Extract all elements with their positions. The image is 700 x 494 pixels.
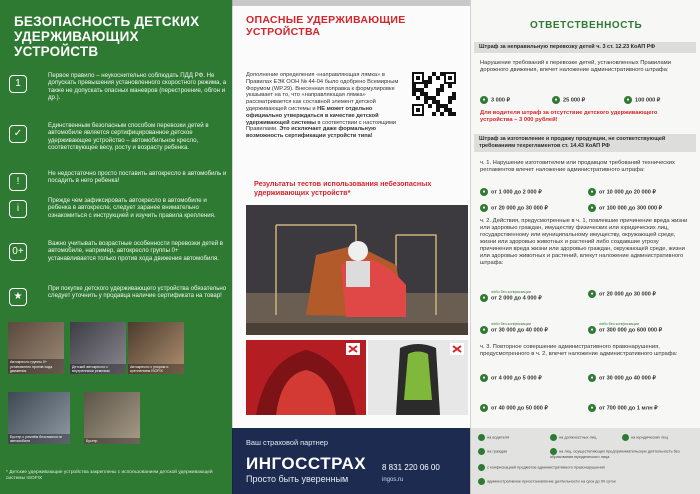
responsibility-column — [470, 0, 700, 494]
legend-text: на должностных лиц — [559, 434, 597, 440]
fine-value: от 2 000 до 4 000 ₽ — [491, 295, 542, 302]
top-strip — [232, 0, 470, 6]
person-icon: ● — [588, 374, 596, 382]
responsibility-title: ОТВЕТСТВЕННОСТЬ — [530, 20, 643, 31]
person-icon: ● — [480, 188, 488, 196]
fine-amount — [588, 322, 662, 334]
legend-item — [478, 448, 548, 455]
fine-value: от 10 000 до 20 000 ₽ — [599, 189, 656, 196]
legend-item — [622, 434, 692, 441]
person-icon: ● — [480, 96, 488, 104]
age-icon: 0+ — [9, 243, 27, 261]
photo-caption: Автокресло с упором и креплением ISOFIX — [128, 364, 184, 374]
legend-item — [550, 434, 620, 441]
person-icon: ● — [480, 204, 488, 212]
fine-value: от 30 000 до 40 000 ₽ — [491, 327, 548, 334]
dangerous-devices-column — [232, 0, 470, 494]
legend-icon — [478, 434, 485, 441]
legend-text: на юридических лиц — [631, 434, 668, 440]
person-icon: ● — [480, 404, 488, 412]
person-icon: ● — [480, 294, 488, 302]
fine-value: от 1 000 до 2 000 ₽ — [491, 189, 542, 196]
fold-line — [470, 0, 471, 494]
tip-text: Важно учитывать возрастные особенности перевозки детей в автомобиле, например, автокресло группы 0+ устанавливается только против хода движения автомобиля. — [48, 240, 224, 262]
tip-text: Первое правило – неукоснительно соблюдать ПДД РФ. Не допускать превышения установленного скоростного режима, а также не допускать опасных маневров (перестроение, обгон и др.). — [48, 72, 227, 101]
photo-caption: Автокресло группы 0+ установлено против хода движения — [8, 359, 64, 374]
photo-caption: Бустер — [84, 438, 140, 444]
fine-amount — [480, 404, 548, 412]
person-icon: ● — [480, 374, 488, 382]
fine-section-1-text: Нарушение требований к перевозке детей, установленных Правилами дорожного движения, влечет наложение административного штрафа: — [480, 60, 671, 73]
tip-text: При покупке детского удерживающего устройства обязательно следует уточнить у продавца наличие сертификата на товар! — [48, 285, 227, 300]
fine-amount — [588, 374, 656, 382]
tip-text: Единственным безопасным способом перевозки детей в автомобиле является сертифицированное детское удерживающее устройство – автомобильное кресло, соответствующее весу, росту и возрасту ребенка. — [48, 122, 209, 151]
child-seat-photo — [70, 322, 126, 374]
fine-value: от 700 000 до 1 млн ₽ — [599, 405, 658, 412]
child-seat-photo — [8, 392, 70, 444]
tip-item — [6, 197, 230, 227]
legend-icon — [478, 448, 485, 455]
child-seat-photo — [84, 392, 140, 444]
warning-icon: ! — [9, 173, 27, 191]
fine-amount — [588, 404, 658, 412]
legend-icon — [478, 478, 485, 485]
definition-text: Дополнение определения «направляющая лямка» в Правилах ЕЭК ООН № 44-04 было одобрено Всемирным Форумом (WP.29). Внесенная поправка к формулировке указывает на то, что «направляющая лямка» рассматривается как составной элемент детской удерживающей системы и НЕ может отдельно официально утверждаться в качестве детской удерживающей системы в соответствии с настоящими Правилами. Это исключает даже формальную возможность сертификации устройств типа! — [246, 72, 399, 140]
legend-text: на лиц, осуществляющих предпринимательскую деятельность без образования юридического лица — [550, 448, 680, 459]
fine-amount — [588, 204, 662, 212]
fine-value: 100 000 ₽ — [635, 97, 661, 104]
photo-caption: Детский автокресло с внутренними ремнями — [70, 364, 126, 374]
test-results-title: Результаты тестов использования небезопасных удерживающих устройств* — [254, 179, 432, 197]
certificate-icon: ★ — [9, 288, 27, 306]
fine-amount — [480, 290, 542, 302]
legend-text: с конфискацией предметов административного правонарушения — [487, 464, 605, 470]
person-icon: ● — [588, 404, 596, 412]
person-icon: ● — [588, 326, 596, 334]
fold-line — [232, 0, 233, 494]
partner-label: Ваш страховой партнер — [246, 438, 328, 447]
fine-section-2-header: Штраф за изготовление и продажу продукции, не соответствующей требованиям техрегламентов ст. 14.43 КоАП РФ — [474, 134, 696, 152]
person-icon: ● — [588, 204, 596, 212]
fine-amount — [480, 188, 542, 196]
legend-text: на водителя — [487, 434, 510, 440]
tip-item — [6, 122, 230, 152]
child-seat-icon: ✓ — [9, 125, 27, 143]
phone-number[interactable]: 8 831 220 06 00 — [382, 463, 440, 472]
fine-amount — [624, 96, 660, 104]
legend-item — [478, 478, 692, 485]
brand-logo: ИНГОССТРАХ — [246, 454, 367, 473]
legend-text: на граждан — [487, 448, 508, 454]
unsafe-seat-photo-2 — [368, 340, 468, 415]
legend-item — [478, 464, 692, 471]
person-icon: ● — [624, 96, 632, 104]
slogan: Просто быть уверенным — [246, 474, 349, 484]
tip-item — [6, 170, 230, 200]
fine-value: от 100 000 до 300 000 ₽ — [599, 205, 663, 212]
website-link[interactable]: ingos.ru — [382, 477, 404, 483]
fine-value: от 30 000 до 40 000 ₽ — [599, 375, 656, 382]
fine-amount — [480, 204, 548, 212]
fine-amount — [588, 188, 656, 196]
part2-text: ч. 2. Действия, предусмотренные в ч. 1, повлекшие причинение вреда жизни или здоровью граждан, имуществу физических или юридических лиц, государственному или муниципальному имуществу, окружающей среде, жизни или здоровью животных и растений либо создавшие угрозу причинения вреда жизни или здоровью граждан, окружающей среде, жизни или здоровью животных и растений, влекут наложение административного штрафа: — [480, 218, 688, 266]
legend-item — [478, 434, 548, 441]
qr-code-icon[interactable] — [412, 72, 456, 116]
child-seat-photo — [128, 322, 184, 374]
fine-amount — [480, 374, 542, 382]
fine-note: либо без конфискации — [491, 290, 531, 294]
fine-value: 3 000 ₽ — [491, 97, 511, 104]
person-icon: ● — [480, 326, 488, 334]
unsafe-seat-photo-1 — [246, 340, 366, 415]
fine-value: от 40 000 до 50 000 ₽ — [491, 405, 548, 412]
fine-value: от 20 000 до 30 000 ₽ — [491, 205, 548, 212]
photo-caption: Бустер с ремнём безопасности автомобиля — [8, 434, 70, 444]
ingosstrakh-banner — [232, 428, 470, 494]
person-icon: ● — [588, 188, 596, 196]
fine-value: 25 000 ₽ — [563, 97, 586, 104]
person-icon: ● — [588, 290, 596, 298]
tip-text: Не недостаточно просто поставить автокресло в автомобиль и посадить в него ребенка! — [48, 170, 227, 185]
fine-value: от 20 000 до 30 000 ₽ — [599, 291, 656, 298]
tip-item — [6, 285, 230, 315]
fine-note: либо без конфискации — [491, 322, 531, 326]
person-icon: ● — [552, 96, 560, 104]
legend-panel — [470, 428, 700, 494]
safety-column — [0, 0, 232, 494]
manual-icon: i — [9, 200, 27, 218]
fine-value: от 300 000 до 600 000 ₽ — [599, 327, 663, 334]
fine-amount — [588, 290, 656, 298]
tip-text: Прежде чем зафиксировать автокресло в автомобиле и ребенка в автокресле, следует заранее внимательно ознакомиться с инструкцией и изучить правила крепления. — [48, 197, 216, 219]
legend-icon — [550, 434, 557, 441]
dangerous-title: ОПАСНЫЕ УДЕРЖИВАЮЩИЕ УСТРОЙСТВА — [246, 14, 406, 38]
child-seat-photo — [8, 322, 64, 374]
driver-fine-note: Для водителя штраф за отсутствие детского удерживающего устройства – 3 000 рублей! — [480, 110, 658, 123]
legend-text: административное приостановление деятельности на срок до 90 суток — [487, 478, 616, 484]
tip-item — [6, 240, 230, 270]
rules-icon: 1 — [9, 75, 27, 93]
legend-item — [550, 448, 690, 460]
legend-icon — [478, 464, 485, 471]
crash-test-photo — [246, 205, 468, 335]
fine-amount — [480, 96, 510, 104]
footnote: * Детские удерживающие устройства закреплены с использованием детской удерживающей системы ISOFIX — [6, 470, 213, 481]
fine-amount — [480, 322, 548, 334]
safety-title: БЕЗОПАСНОСТЬ ДЕТСКИХ УДЕРЖИВАЮЩИХ УСТРОЙСТВ — [14, 14, 200, 59]
fine-section-1-header: Штраф за неправильную перевозку детей ч. 3 ст. 12.23 КоАП РФ — [474, 42, 696, 53]
fine-amount — [552, 96, 585, 104]
tip-item — [6, 72, 230, 102]
fine-value: от 4 000 до 5 000 ₽ — [491, 375, 542, 382]
part3-text: ч. 3. Повторное совершение административного правонарушения, предусмотренного в ч. 2, влечет наложение административного штрафа: — [480, 344, 678, 357]
fine-note: либо без конфискации — [599, 322, 639, 326]
part1-text: ч. 1. Нарушение изготовителем или продавцом требований технических регламентов влечет наложение административного штрафа: — [480, 160, 675, 173]
legend-icon — [622, 434, 629, 441]
